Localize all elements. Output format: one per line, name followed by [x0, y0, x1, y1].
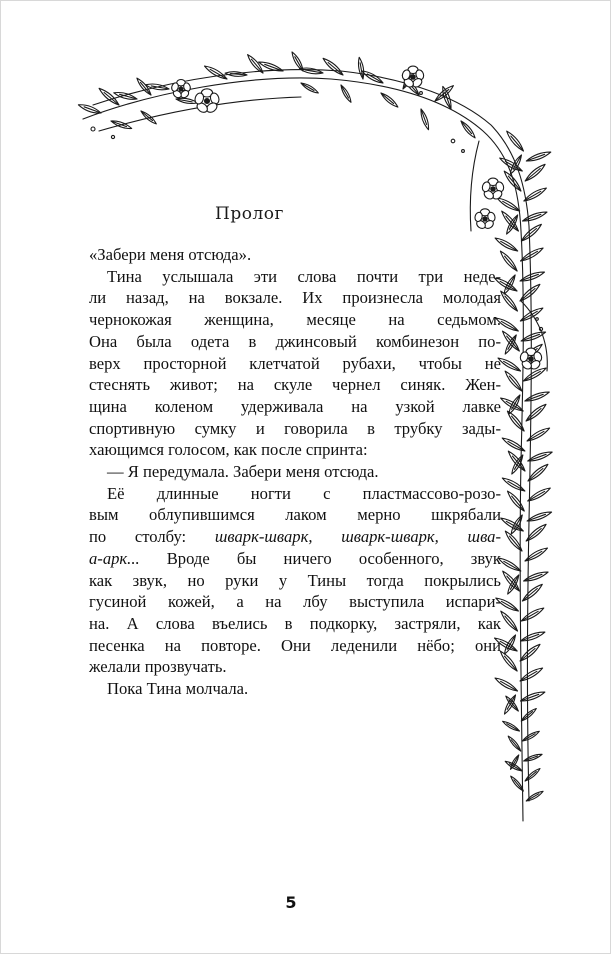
text-run: желали прозвучать.: [89, 657, 227, 677]
flower-center: [529, 357, 533, 361]
dew-dot: [420, 92, 423, 95]
flower-center: [491, 187, 495, 191]
text-line: [89, 635, 501, 657]
flower-icon: [171, 80, 192, 100]
text-run: — Я передумала. Забери меня отсюда.: [107, 462, 379, 482]
text-run: Она была одета в джинсовый комбинезон по-: [89, 331, 501, 351]
leaf-vein: [522, 589, 537, 602]
text-line: [89, 331, 501, 353]
text-run: чернокожая женщина, месяце на седьмом.: [89, 310, 501, 330]
dew-dot: [111, 135, 114, 138]
text-run: спортивную сумку и говорила в трубку зады-: [89, 418, 501, 438]
text-run: щина коленом удерживала на узкой лавке: [89, 396, 501, 416]
text-line: [89, 656, 501, 678]
flower-icon: [194, 89, 221, 114]
leaf-vein: [511, 740, 520, 751]
text-line: [89, 374, 501, 396]
leaf-vein: [505, 256, 517, 271]
text-run: верх просторной клетчатой рубахи, чтобы не: [89, 353, 501, 373]
leaf-vein: [521, 712, 532, 721]
italic-run: шварк-шварк, шварк-шварк, шва-: [214, 527, 501, 547]
text-run: ли назад, на вокзале. Их произнесла молодая: [89, 288, 501, 308]
text-run: песенка на повторе. Они леденили нёбо; они: [89, 635, 501, 655]
dew-dot: [451, 139, 455, 143]
text-run: стеснять живот; на скуле чернел синяк. Жен-: [89, 375, 501, 395]
text-run: хающимся голосом, как после спринта:: [89, 440, 368, 460]
text-line: [89, 418, 501, 440]
text-run: Вроде бы ничего особенного, звук: [139, 548, 501, 568]
page-number: 5: [285, 893, 297, 912]
text-line: [89, 266, 501, 288]
leaf-vein: [381, 93, 394, 104]
text-line: [89, 591, 501, 613]
text-line: [89, 526, 501, 548]
dew-dot: [91, 127, 95, 131]
text-line: [89, 244, 501, 266]
text-run: как звук, но руки у Тины тогда покрылись: [89, 570, 501, 590]
leaf-vein: [505, 616, 518, 631]
text-line: [89, 396, 501, 418]
text-line: [89, 439, 501, 461]
text-run: гусиной кожей, а на лбу выступила испари-: [89, 592, 501, 612]
leaf-vein: [508, 176, 521, 191]
text-line: [89, 548, 501, 570]
text-line: [89, 353, 501, 375]
leaf-vein: [505, 656, 518, 671]
leaf-vein: [511, 136, 524, 151]
text-line: [89, 309, 501, 331]
text-run: Тина услышала эти слова почти три неде-: [107, 266, 501, 286]
flower-center: [411, 75, 415, 79]
leaf-vein: [525, 169, 540, 182]
leaf-vein: [461, 121, 472, 134]
text-run: по столбу:: [89, 527, 215, 547]
leaf-vein: [525, 772, 536, 781]
text-run: «Забери меня отсюда».: [89, 245, 252, 264]
flower-center: [205, 99, 210, 104]
dew-dot: [536, 318, 539, 321]
text-line: [89, 570, 501, 592]
leaf-vein: [328, 63, 343, 76]
leaf-vein: [520, 289, 535, 302]
chapter-title: Пролог: [215, 204, 284, 224]
text-line: [89, 483, 501, 505]
leaf-vein: [512, 496, 525, 511]
text-run: на. А слова въелись в подкорку, застряли, как: [89, 613, 501, 633]
text-line: [89, 461, 501, 483]
leaf-vein: [526, 409, 541, 422]
leaf-vein: [505, 296, 518, 311]
text-run: вым облупившимся лаком мерно шкрябали: [89, 505, 501, 525]
text-line: [89, 504, 501, 526]
flower-icon: [481, 178, 505, 201]
prologue-text: [89, 244, 501, 700]
leaf-vein: [509, 376, 522, 391]
text-line: [89, 678, 501, 700]
text-run: Пока Тина молчала.: [107, 679, 249, 699]
flower-center: [179, 87, 183, 91]
text-run: Её длинные ногти с пластмассово-розо-: [107, 483, 501, 503]
text-line: [89, 613, 501, 635]
dew-dot: [462, 150, 465, 153]
text-line: [89, 287, 501, 309]
italic-run: а-арк...: [89, 548, 140, 568]
